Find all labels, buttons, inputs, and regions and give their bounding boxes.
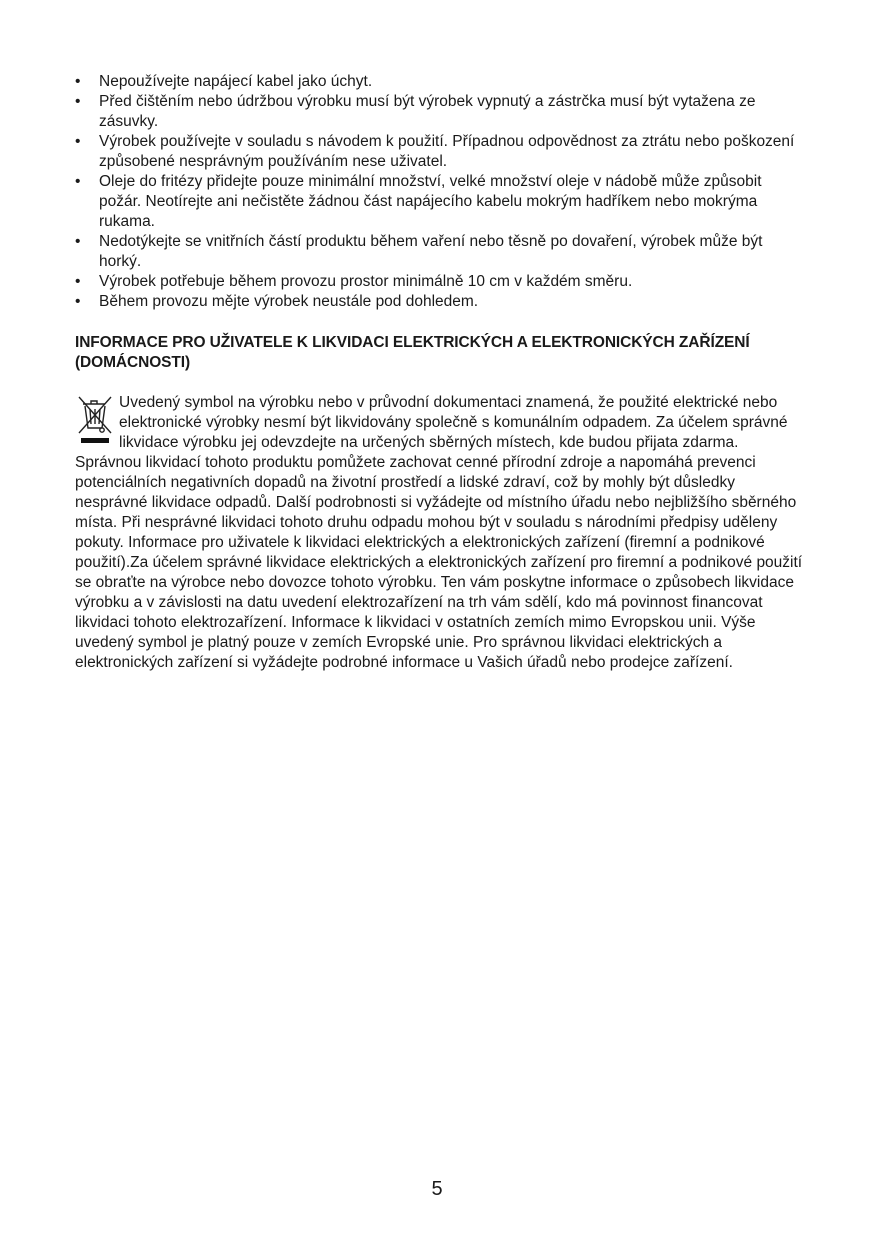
- safety-bullet-list: [75, 72, 805, 312]
- disposal-text: Uvedený symbol na výrobku nebo v průvodní dokumentaci znamená, že použité elektrické nebo elektronické výrobky nesmí být likvidovány společně s komunálním odpadem. Za účelem správné likvidace výrobku jej odevzdejte na určených sběrných místech, kde budou přijata zdarma. Správnou likvidací tohoto produktu pomůžete zachovat cenné přírodní zdroje a napomáhá prevenci potenciálních negativních dopadů na životní prostředí a lidské zdraví, což by mohly být důsledky nesprávné likvidace odpadů. Další podrobnosti si vyžádejte od místního úřadu nebo nejbližšího sběrného místa. Při nesprávné likvidaci tohoto druhu odpadu mohou být v souladu s národními předpisy uděleny pokuty. Informace pro uživatele k likvidaci elektrických a elektronických zařízení (firemní a podnikové použití).Za účelem správné likvidace elektrických a elektronických zařízení pro firemní a podnikové použití se obraťte na výrobce nebo dovozce tohoto výrobku. Ten vám poskytne informace o způsobech likvidace výrobku a v závislosti na datu uvedení elektrozařízení na trh vám sdělí, kdo má povinnost financovat likvidaci tohoto elektrozařízení. Informace k likvidaci v ostatních zemích mimo Evropskou unii. Výše uvedený symbol je platný pouze v zemích Evropské unie. Pro správnou likvidaci elektrických a elektronických zařízení si vyžádejte podrobné informace u Vašich úřadů nebo prodejce zařízení.: [75, 394, 803, 671]
- list-item: • Oleje do fritézy přidejte pouze minimální množství, velké množství oleje v nádobě může způsobit požár. Neotírejte ani nečistěte žádnou část napájecího kabelu mokrým hadříkem nebo mokrýma rukama.: [75, 172, 805, 232]
- list-item: • Výrobek používejte v souladu s návodem k použití. Případnou odpovědnost za ztrátu nebo poškození způsobené nesprávným používáním nese uživatel.: [75, 132, 805, 172]
- page-number: 5: [431, 1178, 443, 1200]
- list-item: • Před čištěním nebo údržbou výrobku musí být výrobek vypnutý a zástrčka musí být vytažena ze zásuvky.: [75, 92, 805, 132]
- crossed-out-wheelie-bin-icon: [75, 393, 115, 449]
- disposal-paragraph: [75, 393, 805, 673]
- disposal-heading: INFORMACE PRO UŽIVATELE K LIKVIDACI ELEKTRICKÝCH A ELEKTRONICKÝCH ZAŘÍZENÍ (DOMÁCNOSTI): [75, 334, 750, 371]
- list-item: • Během provozu mějte výrobek neustále pod dohledem.: [75, 292, 805, 312]
- list-item: • Nepoužívejte napájecí kabel jako úchyt.: [75, 72, 805, 92]
- list-item: • Výrobek potřebuje během provozu prostor minimálně 10 cm v každém směru.: [75, 272, 805, 292]
- list-item: • Nedotýkejte se vnitřních částí produktu během vaření nebo těsně po dovaření, výrobek může být horký.: [75, 232, 805, 272]
